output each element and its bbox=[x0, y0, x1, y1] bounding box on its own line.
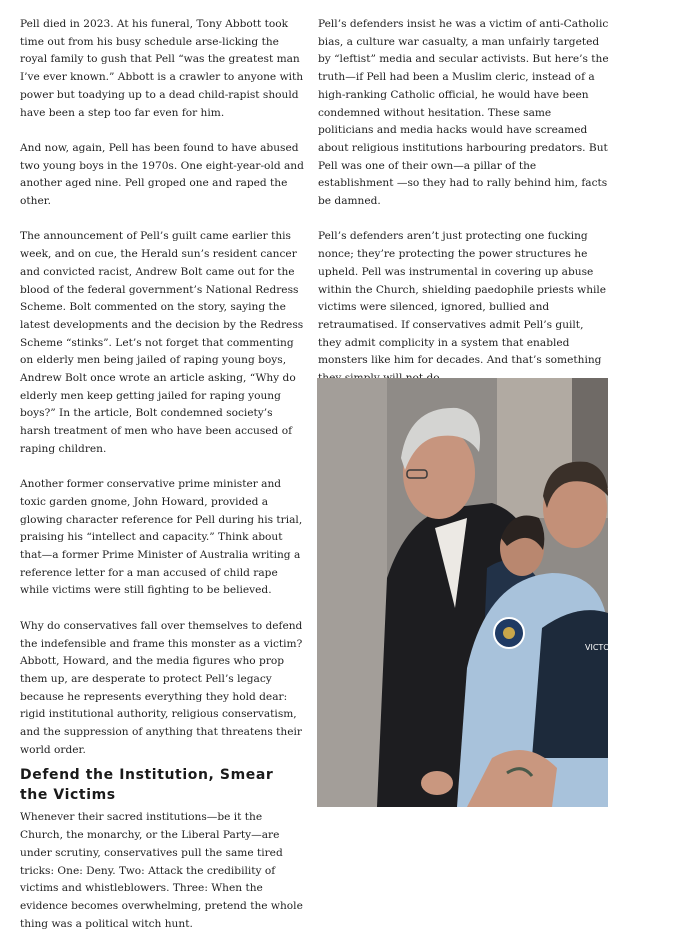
left-column bbox=[20, 16, 306, 933]
paragraph: Pell’s defenders aren’t just protecting one fucking nonce; they’re protecting the power structures he upheld. Pell was instrumental in covering up abuse within the Church, shielding paedophile priests while victims were silenced, ignored, bullied and retraumatised. If conservatives admit Pell’s guilt, they admit complicity in a system that enabled monsters like him for decades. And that’s something bbox=[318, 230, 607, 367]
article-photo bbox=[317, 378, 623, 807]
paragraph: Why do conservatives fall over themselves to defend the indefensible and frame this monster as a victim? bbox=[20, 619, 303, 650]
paragraph: And now, again, Pell has been found to have abused two young boys in the 1970s. One eight-year-old and another aged nine. Pell groped one and raped the other. bbox=[20, 141, 304, 208]
photo-illustration bbox=[317, 378, 623, 807]
paragraph: The announcement of Pell’s guilt came earlier this week, and on cue, the Herald sun’s resident cancer and convicted racist, Andrew Bolt came out for the blood of the federal government’s National Redress Scheme. Bolt commented on the story, saying the latest developments and the decision by the Redress Scheme “stinks”. Let’s not forget that commenting on elderly men being jailed of raping young boys, Andrew Bolt once wrote an article asking, “Why do elderly men keep getting jailed for raping young boys?” In the article, Bolt condemned society’s harsh treatment of men who have been accused of raping children. bbox=[20, 230, 304, 455]
paragraph: Pell’s defenders insist he was a victim of anti-Catholic bias, a culture war casualty, a man unfairly targeted by “leftist” media and secular activists. But here’s the truth—if Pell had been a Muslim cleric, instead of a high-ranking Catholic official, he would have been condemned without hesitation. These same politicians and media hacks would have screamed about religious institutions harbouring predators. But Pell was one of their own—a pillar of the establishment —so they had to rally behind him, facts be damned. bbox=[318, 18, 609, 208]
paragraph: Whenever their sacred institutions—be it the Church, the monarchy, or the Liberal Party—are under scrutiny, conservatives pull the same tired tricks: One: Deny. Two: Attack the credibility of victims and whistleblowers. Three: When the evidence becomes overwhelming, pretend the whole thing was a political witch hunt. bbox=[20, 811, 303, 930]
paragraph: Abbott, Howard, and the media figures who prop them up, are desperate to protect Pell’s legacy because he represents everything they hold dear: rigid institutional authority, religious conservatism, and the suppression of anything that threatens their world order. bbox=[20, 655, 302, 756]
badge-text: VICTORIA bbox=[585, 643, 623, 652]
paragraph: Another former conservative prime minister and toxic garden gnome, John Howard, provided a glowing character reference for Pell during his trial, praising his “intellect and capacity.” Think about that—a former Prime Minister of Australia writing a reference letter for a man accused of child rape while victims were still fighting to be believed. bbox=[20, 478, 303, 597]
section-heading: Defend the Institution, Smear the Victims bbox=[20, 767, 274, 804]
paragraph: Pell died in 2023. At his funeral, Tony Abbott took time out from his busy schedule arse-licking the royal family to gush that Pell “was the greatest man I’ve ever known.” Abbott is a crawler to anyone with power but toadying up to a dead child-rapist should have been a step too far even for him. bbox=[20, 18, 304, 119]
